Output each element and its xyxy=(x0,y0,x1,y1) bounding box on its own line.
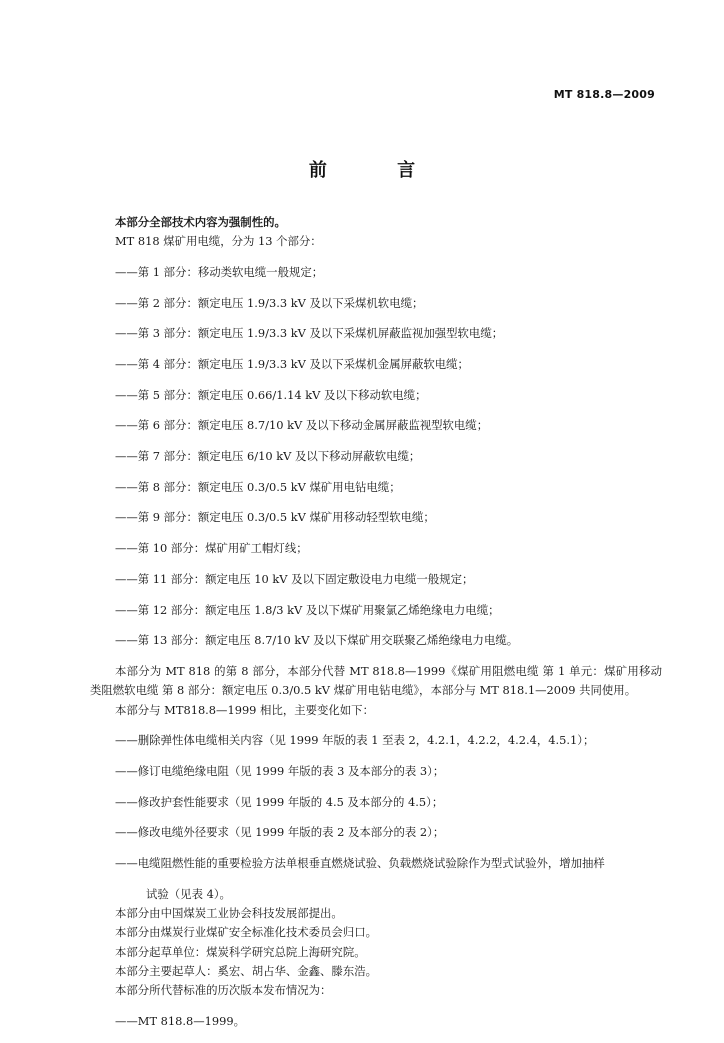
standard-number: MT 818.8—2009 xyxy=(553,88,655,101)
change-item-continuation: 试验（见表 4）。 xyxy=(146,886,231,901)
part-item: ——第 1 部分：移动类软电缆一般规定； xyxy=(115,264,324,279)
replacement-paragraph: 本部分为 MT 818 的第 8 部分，本部分代替 MT 818.8—1999《煤矿用阻燃电缆 第 1 单元：煤矿用移动类阻燃软电缆 第 8 部分：额定电压 0.3/0.5 kV 煤矿用电钻电缆》，本部分与 MT 818.1—2009 共同使用。 xyxy=(90,663,662,698)
change-item: ——修改护套性能要求（见 1999 年版的 4.5 及本部分的 4.5）； xyxy=(115,794,444,809)
part-item: ——第 7 部分：额定电压 6/10 kV 及以下移动屏蔽软电缆； xyxy=(115,449,421,464)
change-item: ——修订电缆绝缘电阻（见 1999 年版的表 3 及本部分的表 3）； xyxy=(115,763,445,778)
foreword-body xyxy=(90,213,662,1043)
series-intro: MT 818 煤矿用电缆，分为 13 个部分： xyxy=(115,234,322,249)
part-item: ——第 11 部分：额定电压 10 kV 及以下固定敷设电力电缆一般规定； xyxy=(115,571,474,586)
part-item: ——第 3 部分：额定电压 1.9/3.3 kV 及以下采煤机屏蔽监视加强型软电缆； xyxy=(115,326,504,341)
drafting-unit: 本部分起草单位：煤炭科学研究总院上海研究院。 xyxy=(115,944,366,959)
part-item: ——第 13 部分：额定电压 8.7/10 kV 及以下煤矿用交联聚乙烯绝缘电力电缆。 xyxy=(115,633,519,648)
history-intro: 本部分所代替标准的历次版本发布情况为： xyxy=(115,983,332,998)
part-item: ——第 10 部分：煤矿用矿工帽灯线； xyxy=(115,541,308,556)
part-item: ——第 5 部分：额定电压 0.66/1.14 kV 及以下移动软电缆； xyxy=(115,387,427,402)
part-item: ——第 8 部分：额定电压 0.3/0.5 kV 煤矿用电钻电缆； xyxy=(115,479,401,494)
parts-list xyxy=(90,263,662,651)
changes-list xyxy=(90,731,662,904)
page-title: 前 言 xyxy=(308,160,448,181)
change-item: ——修改电缆外径要求（见 1999 年版的表 2 及本部分的表 2）； xyxy=(115,825,445,840)
history-item: ——MT 818.8—1999。 xyxy=(115,1013,246,1028)
managed-by: 本部分由煤炭行业煤矿安全标准化技术委员会归口。 xyxy=(115,925,377,940)
proposed-by: 本部分由中国煤炭工业协会科技发展部提出。 xyxy=(115,905,343,920)
part-item: ——第 9 部分：额定电压 0.3/0.5 kV 煤矿用移动轻型软电缆； xyxy=(115,510,435,525)
part-item: ——第 4 部分：额定电压 1.9/3.3 kV 及以下采煤机金属屏蔽软电缆； xyxy=(115,357,469,372)
part-item: ——第 12 部分：额定电压 1.8/3 kV 及以下煤矿用聚氯乙烯绝缘电力电缆； xyxy=(115,602,500,617)
change-item: ——删除弹性体电缆相关内容（见 1999 年版的表 1 至表 2，4.2.1，4.2.2，4.2.4，4.5.1）； xyxy=(115,733,595,748)
part-item: ——第 2 部分：额定电压 1.9/3.3 kV 及以下采煤机软电缆； xyxy=(115,295,424,310)
drafters: 本部分主要起草人：奚宏、胡占华、金鑫、滕东浩。 xyxy=(115,963,377,978)
changes-intro: 本部分与 MT818.8—1999 相比，主要变化如下： xyxy=(115,702,374,717)
change-item: ——电缆阻燃性能的重要检验方法单根垂直燃烧试验、负载燃烧试验除作为型式试验外，增加抽样 xyxy=(115,855,605,870)
mandatory-statement: 本部分全部技术内容为强制性的。 xyxy=(115,215,286,229)
part-item: ——第 6 部分：额定电压 8.7/10 kV 及以下移动金属屏蔽监视型软电缆； xyxy=(115,418,489,433)
